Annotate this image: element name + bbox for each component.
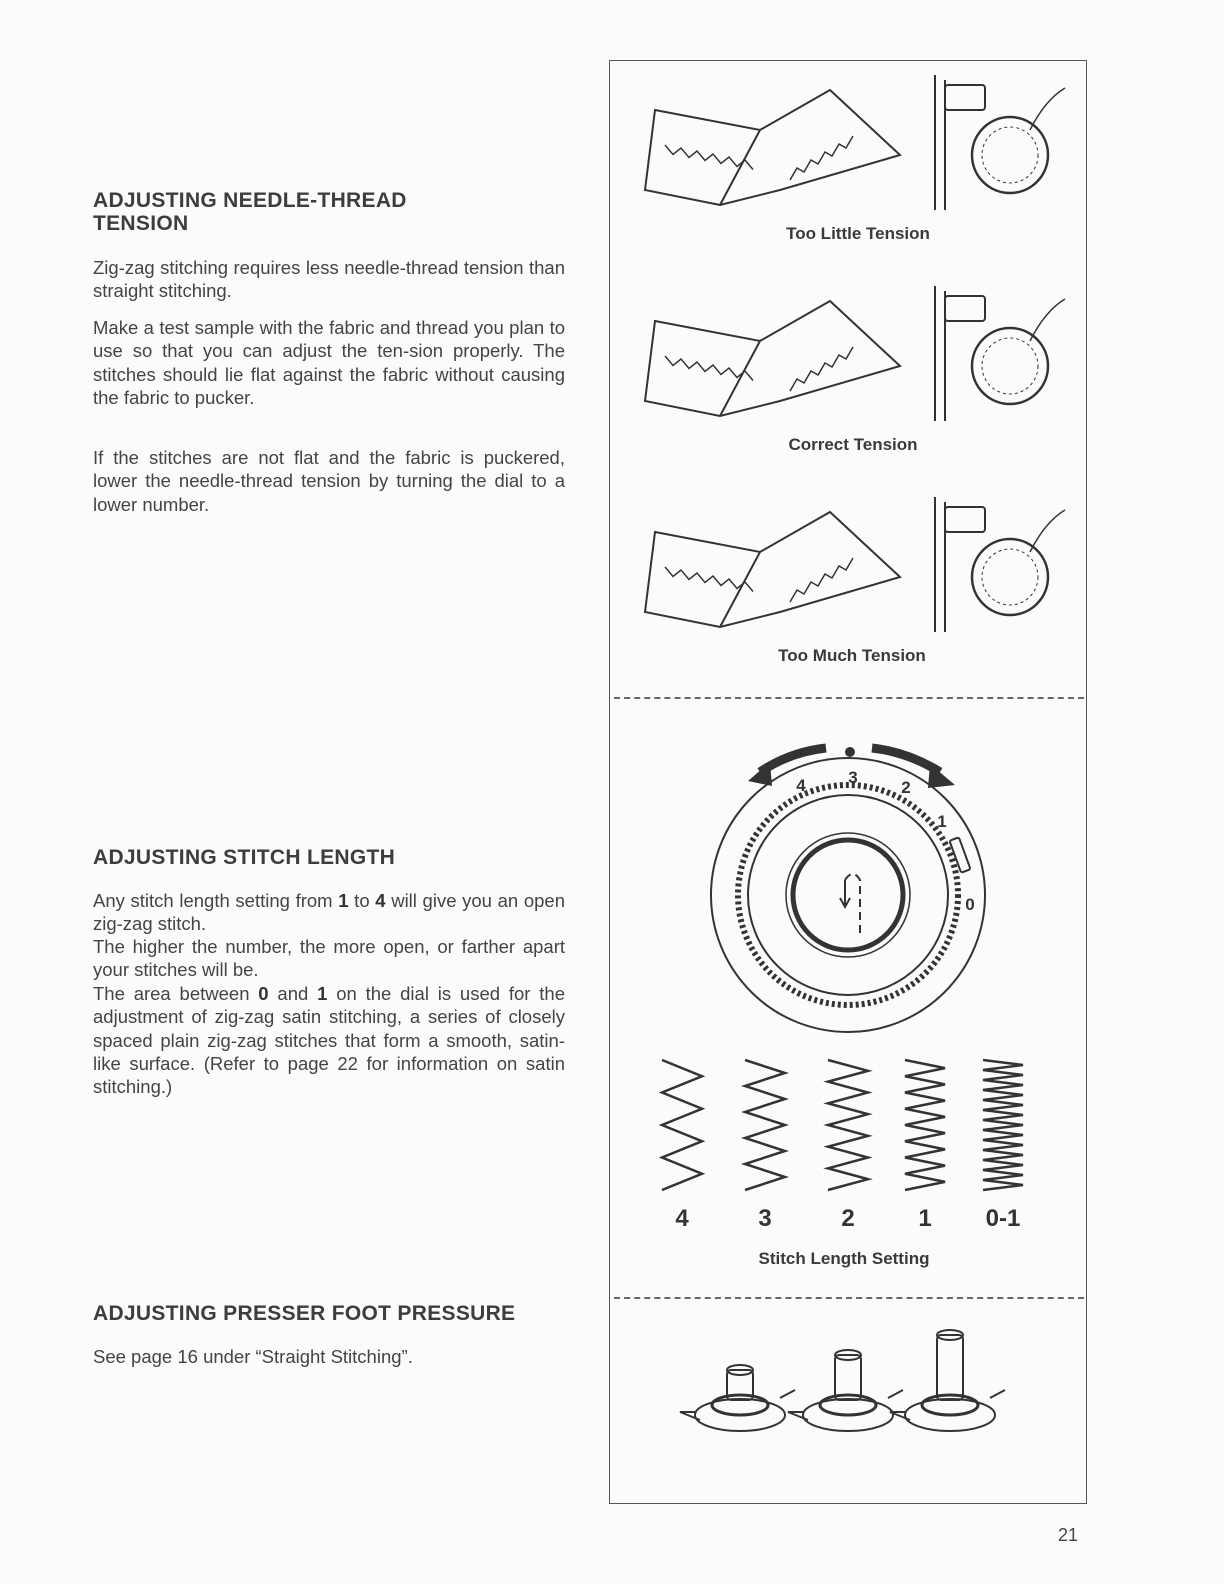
heading-line: ADJUSTING NEEDLE-THREAD — [93, 189, 407, 212]
text: The area between — [93, 983, 259, 1004]
dial-numbers — [982, 549, 1038, 605]
thread-guide — [945, 85, 985, 110]
fabric-samples — [645, 90, 900, 627]
dial-number: 0 — [965, 895, 975, 914]
zigzag-stitch — [790, 136, 853, 180]
text: to — [348, 890, 376, 911]
dial-inner-ring — [748, 795, 948, 995]
tension-dials — [935, 75, 1065, 632]
caption-too-much-tension: Too Much Tension — [778, 646, 926, 665]
divider — [614, 697, 1084, 699]
thread-line — [1030, 299, 1065, 341]
pressure-knob — [937, 1335, 963, 1400]
stitch-setting-label: 3 — [758, 1205, 772, 1232]
text: and — [268, 983, 318, 1004]
divider — [614, 1297, 1084, 1299]
dial-numbers — [982, 127, 1038, 183]
paragraph: Zig-zag stitching requires less needle-thread tension than straight stitching. — [93, 257, 565, 302]
folded-fabric — [645, 301, 900, 416]
zigzag-stitch-sample — [828, 1060, 868, 1190]
dial-number: 3 — [848, 768, 858, 787]
dial-knurl — [738, 785, 958, 1005]
stitch-setting-label: 1 — [918, 1205, 932, 1232]
stitch-setting-label: 4 — [675, 1205, 689, 1232]
paragraph: If the stitches are not flat and the fabric is puckered, lower the needle-thread tension by turning the dial to a lower number. — [93, 447, 565, 515]
indicator-dot — [845, 747, 855, 757]
caption-correct-tension: Correct Tension — [788, 435, 918, 454]
needle-bar — [935, 286, 945, 421]
reverse-arrow-icon — [840, 880, 850, 907]
thread-line — [1030, 88, 1065, 130]
dial-number: 4 — [796, 776, 806, 795]
dial-number: 1 — [937, 812, 947, 831]
tension-dial-icon — [972, 539, 1048, 615]
zigzag-stitch-sample — [745, 1060, 785, 1190]
needle-bar — [935, 75, 945, 210]
text-bold: 1 — [317, 983, 328, 1004]
dial-center-ring — [786, 833, 910, 957]
caption-stitch-length-setting: Stitch Length Setting — [758, 1249, 930, 1268]
thread-guide — [945, 507, 985, 532]
stitch-samples — [662, 1060, 1023, 1190]
tension-dial-icon — [972, 117, 1048, 193]
page-number: 21 — [1058, 1525, 1079, 1545]
zigzag-stitch — [790, 558, 853, 602]
caption-too-little-tension: Too Little Tension — [786, 224, 930, 243]
paragraph: See page 16 under “Straight Stitching”. — [93, 1346, 413, 1367]
paragraph: The higher the number, the more open, or farther apart your stitches will be. — [93, 936, 565, 981]
pressure-knob — [835, 1355, 861, 1400]
paragraph: Make a test sample with the fabric and thread you plan to use so that you can adjust the ten-sion properly. The stitches should lie flat against the fabric without causing the fabric to pucker. — [93, 317, 565, 408]
tension-dial-icon — [972, 328, 1048, 404]
stitch-setting-label: 0-1 — [985, 1205, 1021, 1232]
dial-number: 2 — [901, 778, 911, 797]
folded-fabric — [645, 90, 900, 205]
thread-line — [1030, 510, 1065, 552]
presser-foot-dials — [680, 1330, 1005, 1431]
heading-line: TENSION — [93, 212, 189, 235]
arrowhead-icon — [928, 764, 955, 788]
text: on the dial is used for the adjustment of zig-zag satin stitching, a series of closely spaced plain zig-zag stitches that form a smooth, satin-like surface. (Refer to page 22 for information on satin stitching.) — [93, 983, 565, 1098]
thread-guide — [945, 296, 985, 321]
text-bold: 1 — [338, 890, 349, 911]
dial-button — [793, 840, 903, 950]
dial-outer-ring — [711, 758, 985, 1032]
zigzag-stitch-sample — [662, 1060, 702, 1190]
zigzag-stitch-sample — [905, 1060, 945, 1190]
zigzag-stitch-sample — [983, 1060, 1023, 1190]
stitch-setting-label: 2 — [841, 1205, 855, 1232]
dial-numbers — [982, 338, 1038, 394]
text: Any stitch length setting from — [93, 890, 339, 911]
heading-stitch-length: ADJUSTING STITCH LENGTH — [93, 846, 396, 869]
text-bold: 0 — [258, 983, 269, 1004]
folded-fabric — [645, 512, 900, 627]
zigzag-stitch — [790, 347, 853, 391]
heading-presser-foot: ADJUSTING PRESSER FOOT PRESSURE — [93, 1302, 516, 1325]
stitch-length-dial — [711, 747, 985, 1032]
text-bold: 4 — [375, 890, 386, 911]
text: will give you an open zig-zag stitch. — [93, 890, 566, 935]
needle-bar — [935, 497, 945, 632]
